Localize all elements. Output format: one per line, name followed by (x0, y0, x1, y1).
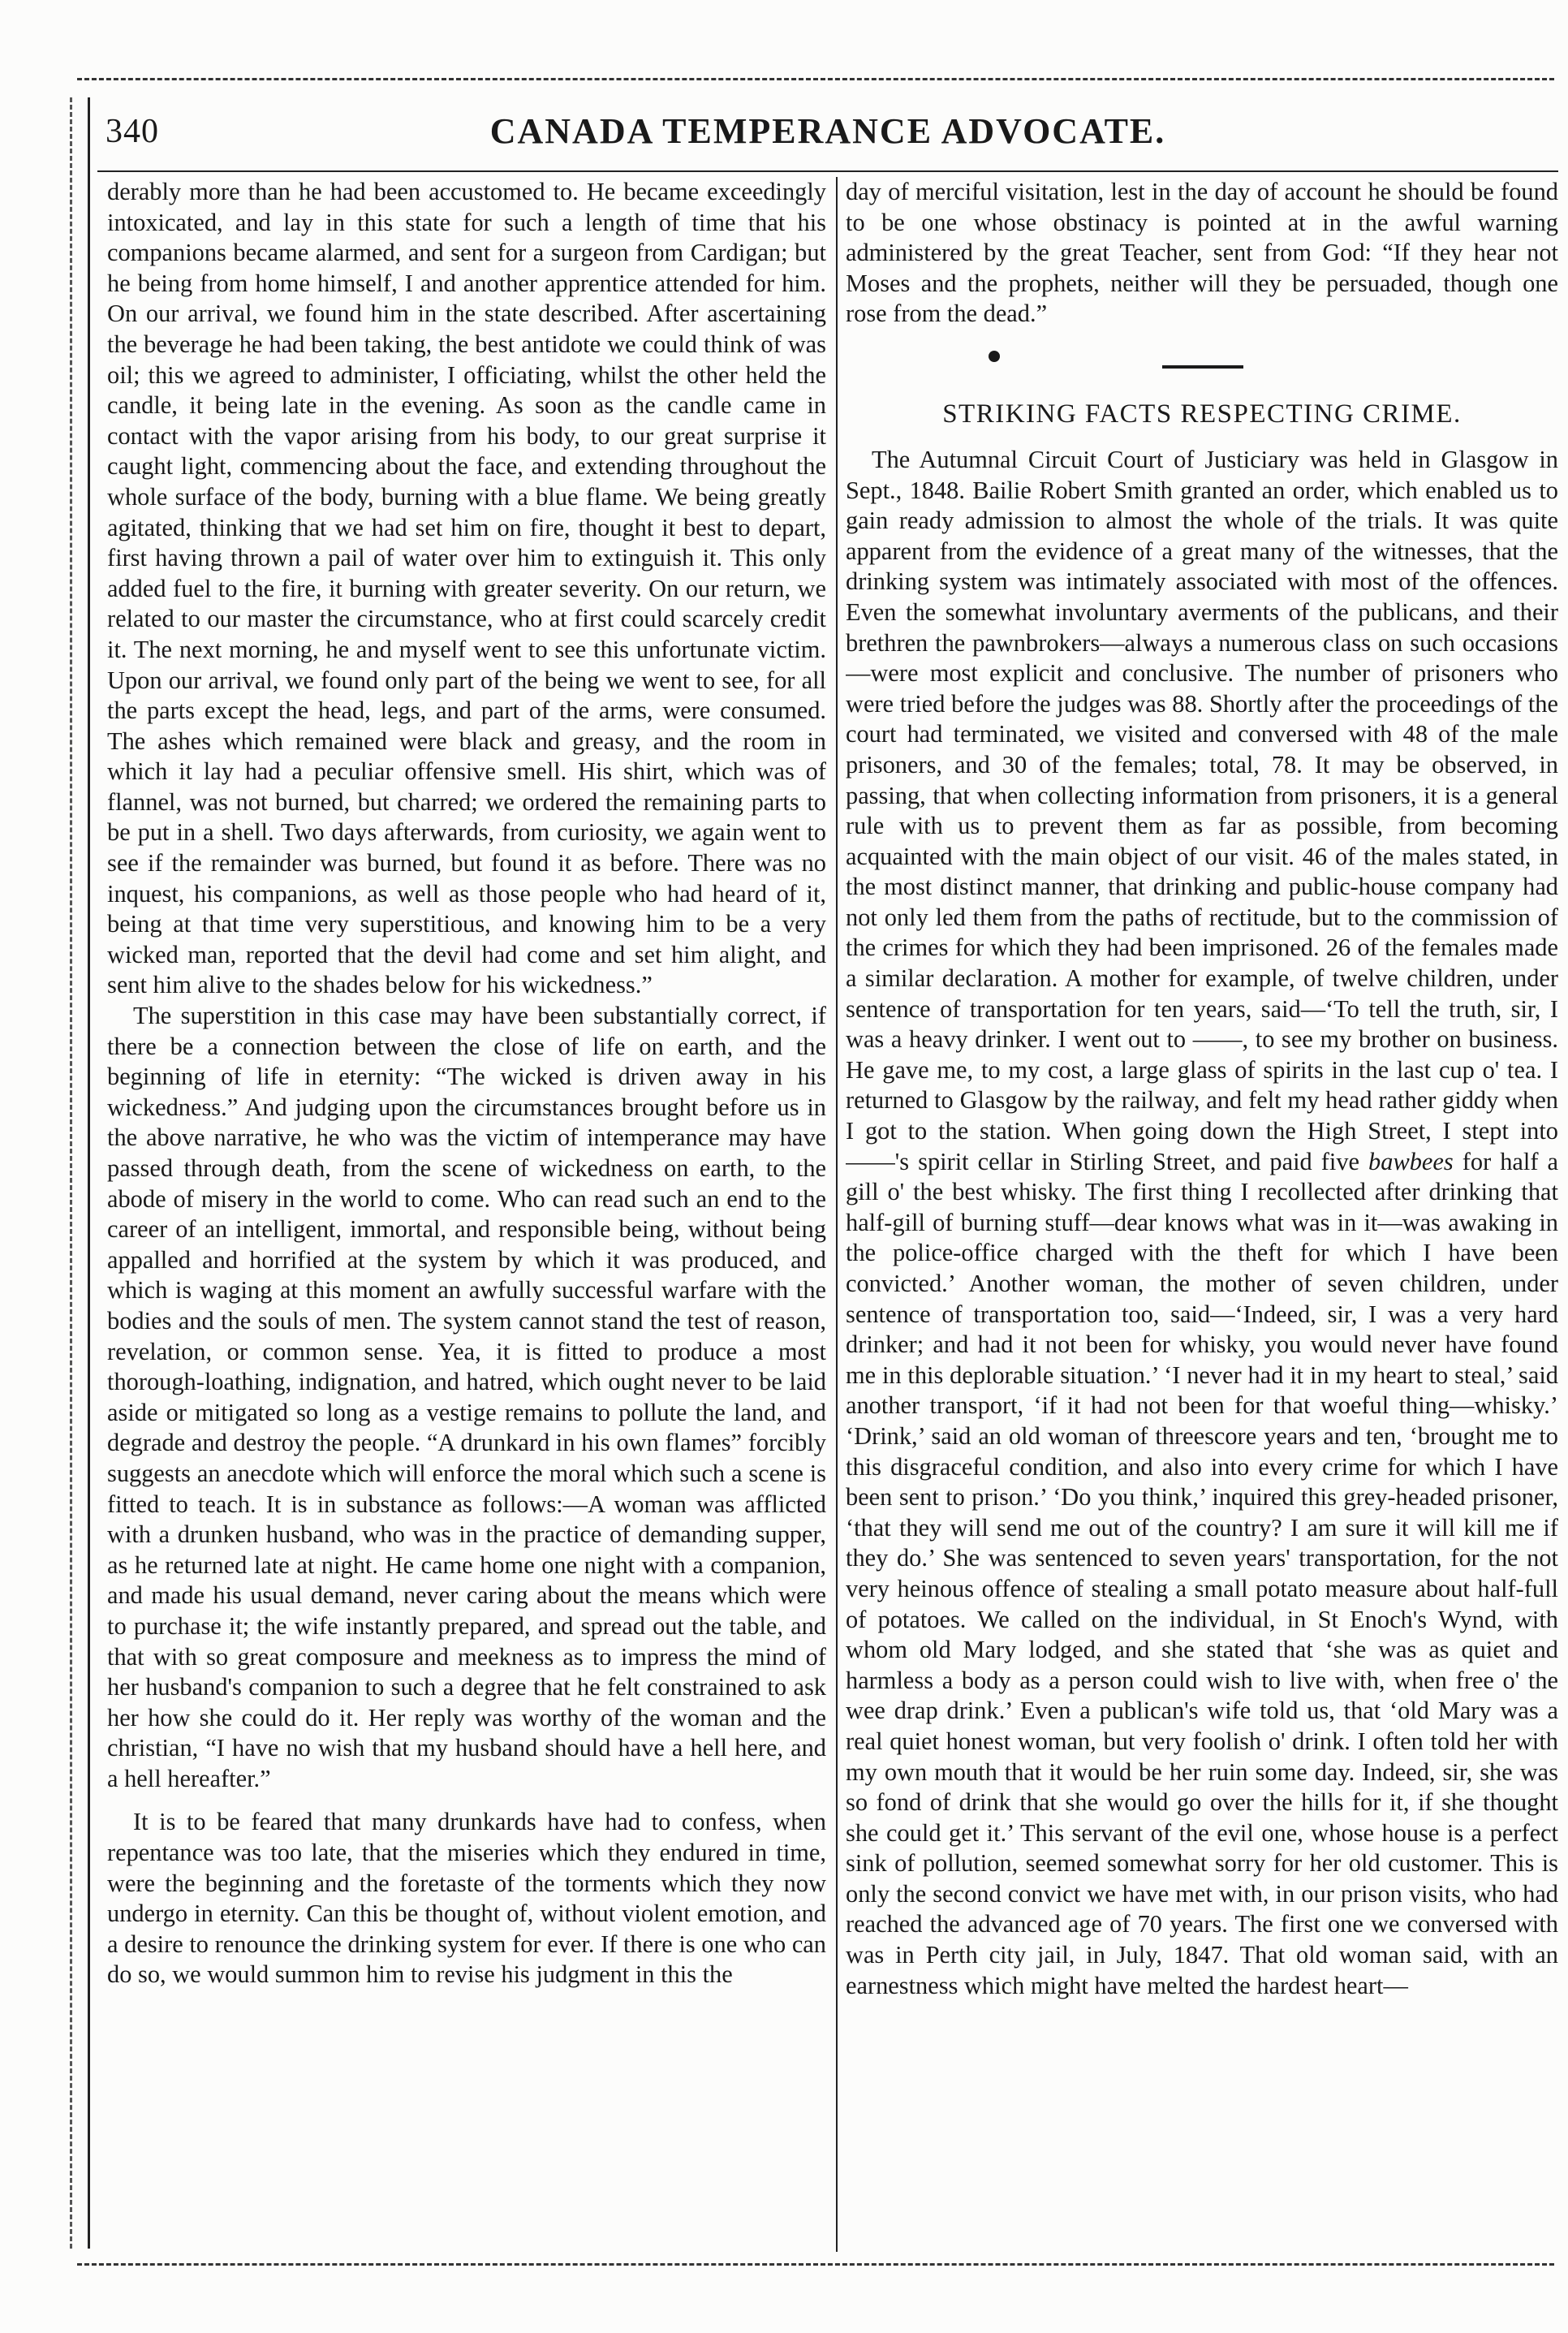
left-edge-dashes (70, 97, 72, 2249)
bottom-border-rule (77, 2263, 1554, 2266)
right-paragraph-2 (846, 445, 1558, 2001)
header-rule (97, 170, 1558, 172)
right-paragraph-2-part-1: The Autumnal Circuit Court of Justiciary was held in Glasgow in Sept., 1848. Bailie Robert Smith granted an order, which enabled us to gain ready admission to almost the whole of the trials. It was quite apparent from the evidence of a great many of the witnesses, that the drinking system was intimately associated with most of the offences. Even the somewhat involuntary averments of the publicans, and their brethren the pawnbrokers—always a numerous class on such occasions—were most explicit and conclusive. The number of prisoners who were tried before the judges was 88. Shortly after the proceedings of the court had terminated, we visited and conversed with 48 of the male prisoners, and 30 of the females; total, 78. It may be observed, in passing, that when collecting information from prisoners, it is a general rule with us to prevent them as far as possible, from becoming acquainted with the main object of our visit. 46 of the males stated, in the most distinct manner, that drinking and public-house company had not only led them from the paths of rectitude, but to the commission of the crimes for which they had been imprisoned. 26 of the females made a similar declaration. A mother for example, of twelve children, under sentence of transportation for ten years, said—‘To tell the truth, sir, I was a heavy drinker. I went out to ——, to see my brother on business. He gave me, to my cost, a large glass of spirits in the last cup o' tea. I returned to Glasgow by the railway, and felt my head rather giddy when I got to the station. When going down the High Street, I stept into ——'s spirit cellar in Stirling Street, and paid five (846, 445, 1558, 1175)
running-title: CANADA TEMPERANCE ADVOCATE. (489, 111, 1166, 151)
left-paragraph-2: The superstition in this case may have been substantially correct, if there be a connection between the close of life on earth, and the beginning of life in eternity: “The wicked is driven away in his wickedness.” And judging upon the circumstances brought before us in the above narrative, he who was the victim of intemperance may have passed through death, from the scene of wickedness on earth, to the abode of misery in the world to come. Who can read such an end to the career of an intelligent, immortal, and responsible being, without being appalled and horrified at the system by which it was produced, and which is waging at this moment an awfully successful warfare with the bodies and the souls of men. The system cannot stand the test of reason, revelation, or common sense. Yea, it is fitted to produce a most thorough-loathing, indignation, and hatred, which ought never to be laid aside or mitigated so long as a vestige remains to pollute the land, and degrade and destroy the people. “A drunkard in his own flames” forcibly suggests an anecdote which will enforce the moral which such a scene is fitted to teach. It is in substance as follows:—A woman was afflicted with a drunken husband, who was in the practice of demanding supper, as he returned late at night. He came home one night with a companion, and made his usual demand, never caring about the means which were to purchase it; the wife instantly prepared, and spread out the table, and that with so great composure and meekness as to impress the mind of her husband's companion to such a degree that he felt constrained to ask her how she could do it. Her reply was worthy of the woman and the christian, “I have no wish that my husband should have a hell here, and a hell hereafter.” (107, 1002, 826, 1792)
page-header (97, 107, 1558, 164)
right-column (846, 177, 1558, 2255)
right-paragraph-2-part-2: for half a gill o' the best whisky. The first thing I recollected after drinking that half-gill of burning stuff—dear knows what was in it—was awaking in the police-office charged with the theft for which I have been convicted.’ Another woman, the mother of seven children, under sentence of transportation too, said—‘Indeed, sir, I was a very hard drinker; and had it not been for whisky, you would never have found me in this deplorable situation.’ ‘I never had it in my heart to steal,’ said another transport, ‘if it had not been for that woeful thing—whisky.’ ‘Drink,’ said an old woman of threescore years and ten, ‘brought me to this disgraceful condition, and also into every crime for which I have been sent to prison.’ ‘Do you think,’ inquired this grey-headed prisoner, ‘that they will send me out of the country? I am sure it will kill me if they do.’ She was sentenced to seven years' transportation, for the not very heinous offence of stealing a small potato measure about half-full of potatoes. We called on the individual, in St Enoch's Wynd, with whom old Mary lodged, and she stated that ‘she was as quiet and harmless a body as a person could wish to live with, when free o' the wee drap drink.’ Even a publican's wife told us, that ‘old Mary was a real quiet honest woman, but very foolish o' drink. I often told her with my own mouth that it would be her ruin some day. Indeed, sir, she was so fond of drink that she would go over the hills for it, if she thought she could get it.’ This servant of the evil one, whose house is a perfect sink of pollution, seemed somewhat sorry for her old customer. This is only the second convict we have met with, in our prison visits, who had reached the advanced age of 70 years. The first one we conversed with was in Perth city jail, in July, 1847. That old woman said, with an earnestness which might have melted the hardest heart— (846, 1147, 1558, 1999)
section-ornament (846, 330, 1558, 395)
italic-word: bawbees (1368, 1147, 1454, 1175)
page-number: 340 (106, 113, 159, 150)
top-border-rule (77, 78, 1554, 80)
right-paragraph-1: day of merciful visitation, lest in the day of account he should be found to be one whose obstinacy is pointed at in the awful warning administered by the great Teacher, sent from God: “If they hear not Moses and the prophets, neither will they be persuaded, though one rose from the dead.” (846, 178, 1558, 328)
left-paragraph-3: It is to be feared that many drunkards have had to confess, when repentance was too late, that the miseries which they endured in time, were the beginning and the foretaste of the torments which they now undergo in eternity. Can this be thought of, without violent emotion, and a desire to renounce the drinking system for ever. If there is one who can do so, we would summon him to revise his judgment in this the (107, 1808, 826, 1989)
left-paragraph-1: derably more than he had been accustomed to. He became exceedingly intoxicated, and lay in this state for such a length of time that his companions became alarmed, and sent for a surgeon from Cardigan; but he being from home himself, I and another apprentice attended for him. On our arrival, we found him in the state described. After ascertaining the beverage he had been taking, the best antidote we could think of was oil; this we agreed to administer, I officiating, whilst the other held the candle, it being late in the evening. As soon as the candle came in contact with the vapor arising from his body, to our great surprise it caught light, commencing about the face, and extending throughout the whole surface of the body, burning with a blue flame. We being greatly agitated, thinking that we had set him on fire, thought it best to depart, first having thrown a pail of water over him to extinguish it. This only added fuel to the fire, it burning with greater severity. On our return, we related to our master the circumstance, who at first could scarcely credit it. The next morning, he and myself went to see this unfortunate victim. Upon our arrival, we found only part of the being we went to see, for all the parts except the head, legs, and part of the arms, were consumed. The ashes which remained were black and greasy, and the room in which it lay had a peculiar offensive smell. His shirt, which was of flannel, was not burned, but charred; we ordered the remaining parts to be put in a shell. Two days afterwards, from curiosity, we again went to see if the remainder was burned, but found it as before. There was no inquest, his companions, as well as those people who had heard of it, being at that time very superstitious, and knowing him to be a very wicked man, reported that the devil had come and set him alight, and sent him alive to the shades below for his wickedness.” (107, 178, 826, 999)
ornament-rule (1162, 365, 1243, 369)
section-heading: STRIKING FACTS RESPECTING CRIME. (942, 399, 1462, 429)
left-column (107, 177, 826, 2255)
left-margin-rule (88, 97, 90, 2249)
column-divider (836, 177, 838, 2252)
ornament-dot (989, 351, 1000, 362)
